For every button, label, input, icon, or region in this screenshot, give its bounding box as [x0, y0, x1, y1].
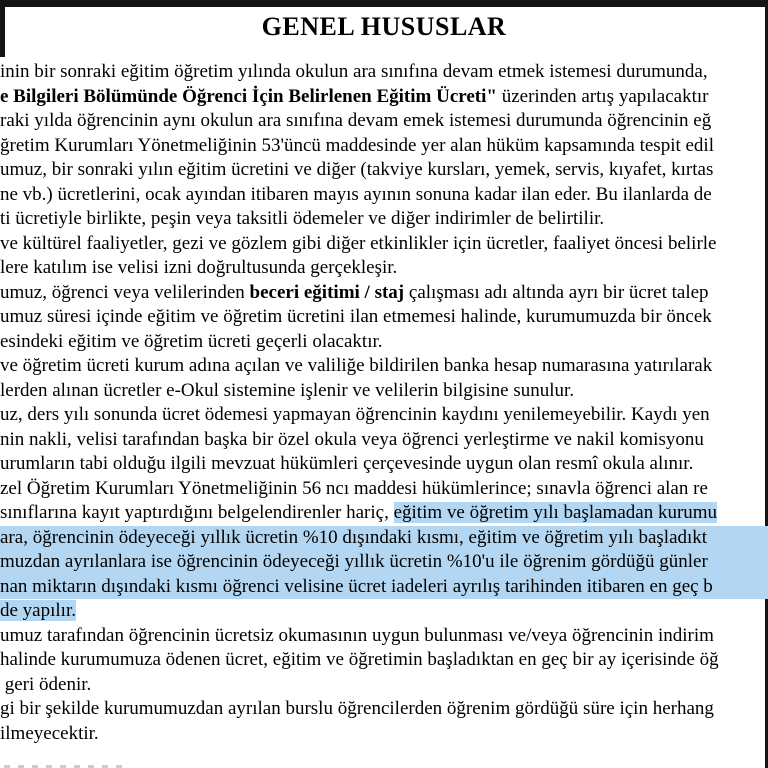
- text-segment: nin nakli, velisi tarafından başka bir özel okula veya öğrenci yerleştirme ve nakil komisyonu: [0, 428, 704, 450]
- text-line: [0, 452, 768, 477]
- text-line: [0, 550, 768, 575]
- highlighted-text: eğitim ve öğretim yılı başlamadan kurumu: [393, 502, 718, 523]
- text-line: [0, 330, 768, 355]
- text-segment: raki yılda öğrencinin aynı okulun ara sınıfına devam emek istemesi durumunda öğrencinin eğ: [0, 110, 712, 131]
- text-segment: ne vb.) ücretlerini, ocak ayından itibaren mayıs ayının sonuna kadar ilan eder. Bu ilanlarda de: [0, 183, 712, 205]
- text-line: [0, 648, 768, 673]
- text-line: [0, 109, 768, 134]
- text-line: [0, 477, 768, 502]
- text-line: [0, 60, 768, 85]
- text-segment: umuz, bir sonraki yılın eğitim ücretini ve diğer (takviye kursları, yemek, servis, kıyafet, kırtas: [0, 159, 714, 180]
- bold-text: e Bilgileri Bölümünde Öğrenci İçin Belirlenen Eğitim Ücreti": [0, 85, 497, 107]
- text-segment: sınıflarına kayıt yaptırdığını belgelendirenler hariç,: [0, 502, 394, 523]
- highlighted-text: de yapılır.: [0, 600, 76, 621]
- text-line: [0, 232, 768, 257]
- text-segment: ve kültürel faaliyetler, gezi ve gözlem gibi diğer etkinlikler için ücretler, faaliyet öncesi belirle: [0, 232, 717, 254]
- text-line: [0, 624, 768, 649]
- text-segment: inin bir sonraki eğitim öğretim yılında okulun ara sınıfına devam etmek istemesi durumunda,: [0, 61, 708, 82]
- text-segment: ğretim Kurumları Yönetmeliğinin 53'üncü maddesinde yer alan hüküm kapsamında tespit edil: [0, 134, 714, 156]
- text-line: [0, 281, 768, 306]
- highlighted-text: muzdan ayrılanlara ise öğrencinin ödeyeceği yıllık ücretin %10'u ile öğrenim gördüğü günler: [0, 551, 708, 572]
- text-line: [0, 85, 768, 110]
- text-segment: ti ücretiyle birlikte, peşin veya taksitli ödemeler ve diğer indirimler de belirtilir.: [0, 208, 605, 229]
- text-line: [0, 207, 768, 232]
- text-line: [0, 134, 768, 159]
- text-line: [0, 428, 768, 453]
- text-line: [0, 722, 768, 747]
- text-segment: üzerinden artış yapılacaktır: [496, 85, 709, 107]
- scan-edge-top: [0, 0, 768, 7]
- text-segment: lere katılım ise velisi izni doğrultusunda gerçekleşir.: [0, 257, 398, 278]
- text-line: [0, 673, 768, 698]
- text-line: [0, 599, 768, 624]
- text-segment: umuz, öğrenci veya velilerinden: [0, 281, 250, 303]
- text-segment: lerden alınan ücretler e-Okul sistemine işlenir ve velilerin bilgisine sunulur.: [0, 379, 575, 401]
- text-line: [0, 379, 768, 404]
- document-body: [0, 60, 768, 746]
- text-segment: zel Öğretim Kurumları Yönetmeliğinin 56 ncı maddesi hükümlerince; sınavla öğrenci alan re: [0, 477, 708, 499]
- highlighted-text: ara, öğrencinin ödeyeceği yıllık ücretin %10 dışındaki kısmı, eğitim ve öğretim yılı başladıkt: [0, 526, 708, 548]
- text-segment: geri ödenir.: [0, 673, 92, 695]
- bold-text: beceri eğitimi / staj: [249, 281, 405, 303]
- text-segment: uz, ders yılı sonunda ücret ödemesi yapmayan öğrencinin kaydını yenilemeyebilir. Kaydı yen: [0, 404, 710, 425]
- text-segment: umuz süresi içinde eğitim ve öğretim ücretini ilan etmemesi halinde, kurumumuzda bir öncek: [0, 306, 712, 327]
- text-segment: umuz tarafından öğrencinin ücretsiz okumasının uygun bulunması ve/veya öğrencinin indirim: [0, 624, 714, 646]
- text-line: [0, 354, 768, 379]
- text-segment: ve öğretim ücreti kurum adına açılan ve valiliğe bildirilen banka hesap numarasına yatırılarak: [0, 355, 713, 376]
- text-segment: ilmeyecektir.: [0, 722, 99, 744]
- highlighted-text: nan miktarın dışındaki kısmı öğrenci velisine ücret iadeleri ayrılış tarihinden itibaren en geç b: [0, 575, 713, 597]
- text-line: [0, 305, 768, 330]
- text-line: [0, 501, 768, 526]
- text-segment: çalışması adı altında ayrı bir ücret talep: [404, 281, 709, 303]
- text-line: [0, 575, 768, 600]
- text-segment: urumların tabi olduğu ilgili mevzuat hükümleri çerçevesinde uygun olan resmî okula alınır.: [0, 453, 694, 474]
- text-line: [0, 403, 768, 428]
- text-segment: esindeki eğitim ve öğretim ücreti geçerli olacaktır.: [0, 330, 383, 352]
- text-line: [0, 256, 768, 281]
- text-segment: gi bir şekilde kurumumuzdan ayrılan burslu öğrencilerden öğrenim gördüğü süre için herhang: [0, 698, 714, 719]
- text-line: [0, 183, 768, 208]
- text-line: [0, 158, 768, 183]
- text-line: [0, 526, 768, 551]
- text-line: [0, 697, 768, 722]
- document-title: GENEL HUSUSLAR: [261, 12, 507, 41]
- text-segment: halinde kurumumuza ödenen ücret, eğitim ve öğretimin başladıktan en geç bir ay içerisinde öğ: [0, 649, 719, 670]
